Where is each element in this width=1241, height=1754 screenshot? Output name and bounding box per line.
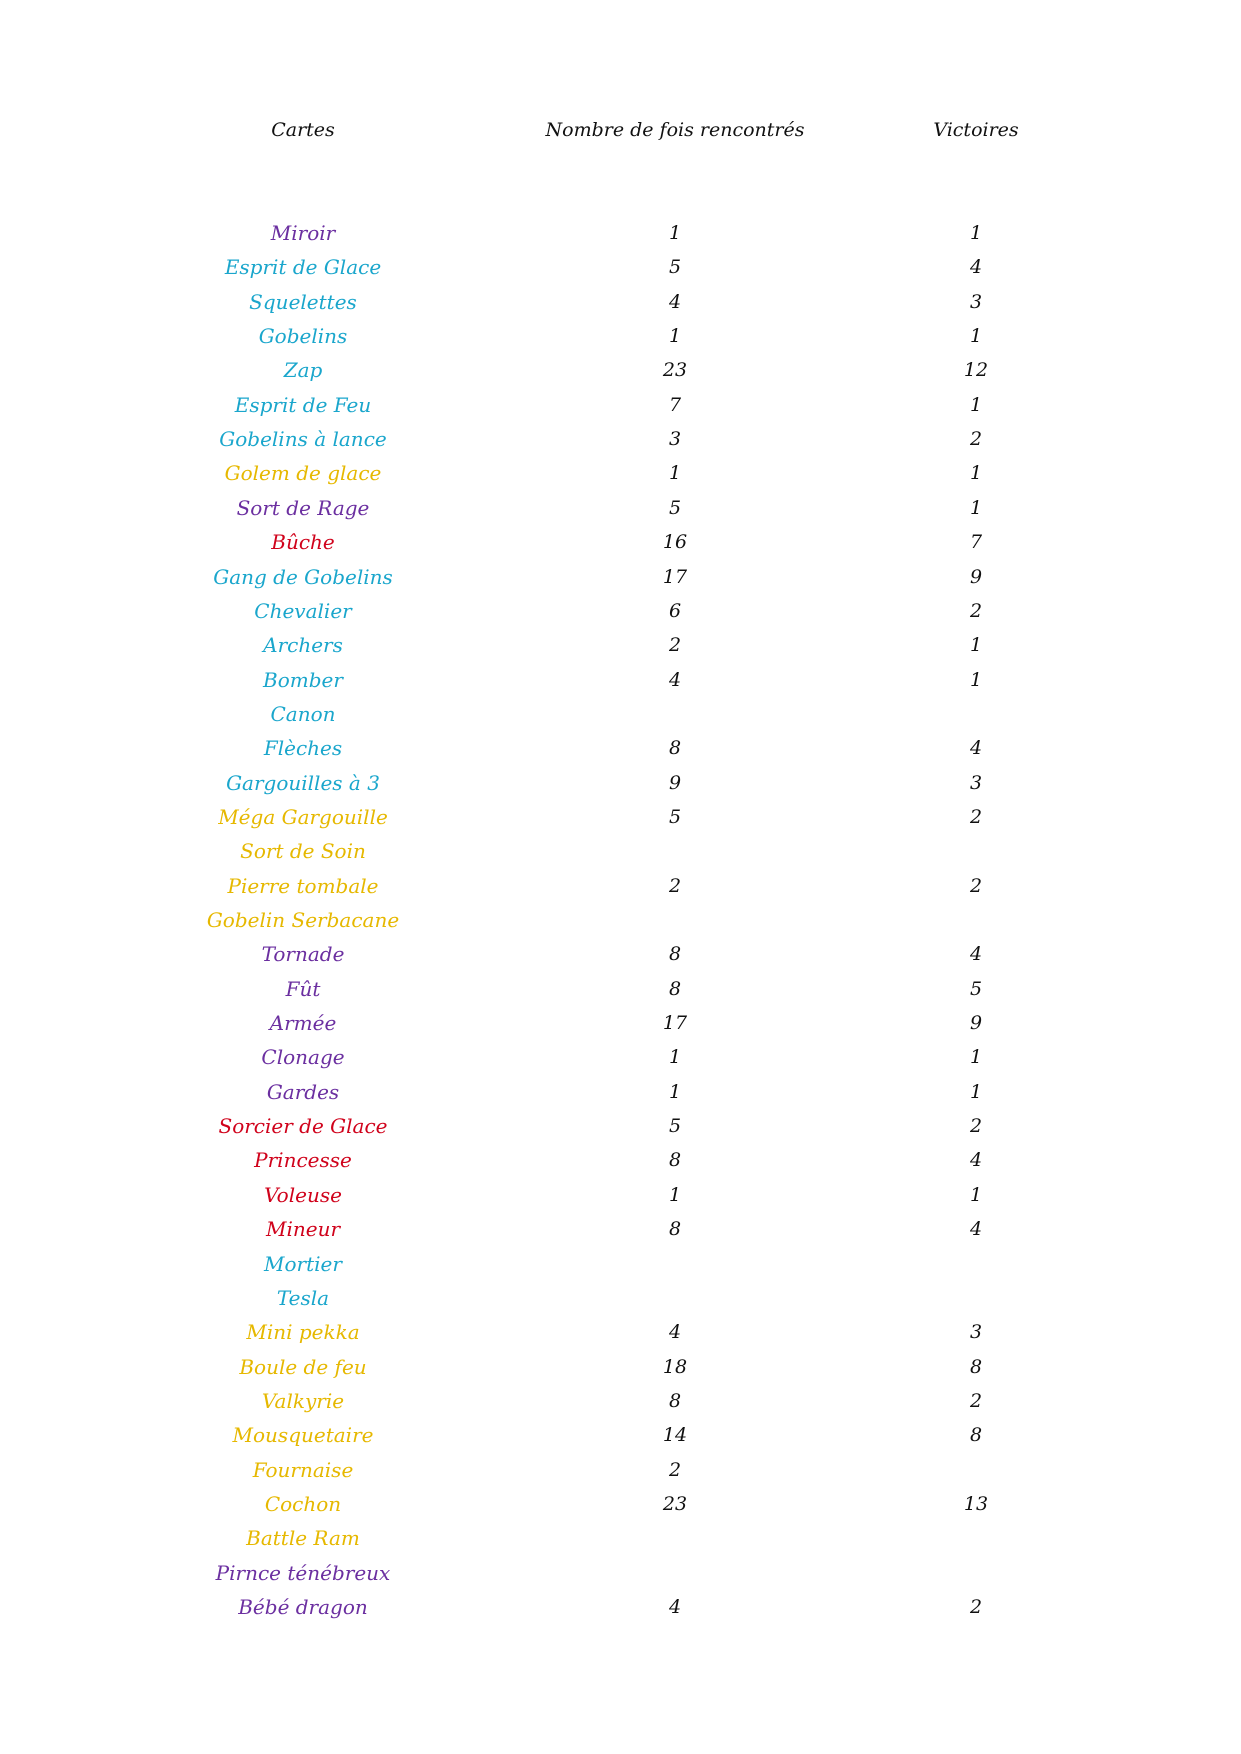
card-name: Gobelin Serbacane	[206, 908, 400, 932]
wins-count: 9	[969, 1012, 983, 1034]
card-name: Bébé dragon	[238, 1595, 368, 1619]
card-name: Pierre tombale	[227, 874, 379, 898]
encountered-count: 1	[668, 222, 682, 244]
encountered-count: 1	[668, 1081, 682, 1103]
encountered-count: 4	[668, 1321, 682, 1343]
header-encountered: Nombre de fois rencontrés	[545, 119, 805, 141]
card-name: Mortier	[264, 1252, 342, 1276]
wins-count: 3	[969, 772, 983, 794]
card-name: Pirnce ténébreux	[215, 1561, 391, 1585]
wins-count: 2	[969, 875, 983, 897]
wins-count: 2	[969, 1596, 983, 1618]
encountered-count: 5	[668, 497, 682, 519]
encountered-count: 14	[662, 1424, 688, 1446]
card-name: Esprit de Feu	[234, 393, 372, 417]
encountered-count: 23	[662, 1493, 688, 1515]
encountered-count: 4	[668, 1596, 682, 1618]
card-name: Armée	[269, 1011, 337, 1035]
encountered-count: 8	[668, 737, 682, 759]
wins-count: 1	[969, 394, 983, 416]
card-name: Miroir	[270, 221, 336, 245]
encountered-count: 1	[668, 1046, 682, 1068]
wins-count: 1	[969, 325, 983, 347]
card-name: Sorcier de Glace	[218, 1114, 388, 1138]
card-name: Sort de Rage	[236, 496, 370, 520]
card-name: Gang de Gobelins	[213, 565, 393, 589]
wins-count: 2	[969, 1115, 983, 1137]
wins-count: 2	[969, 600, 983, 622]
wins-count: 1	[969, 222, 983, 244]
encountered-count: 17	[662, 566, 688, 588]
card-name: Bûche	[271, 530, 335, 554]
header-cards: Cartes	[271, 119, 335, 141]
card-name: Gobelins à lance	[219, 427, 387, 451]
encountered-count: 3	[668, 428, 682, 450]
wins-count: 13	[963, 1493, 989, 1515]
card-name: Flèches	[263, 736, 343, 760]
wins-count: 3	[969, 1321, 983, 1343]
wins-count: 4	[969, 943, 983, 965]
encountered-count: 5	[668, 806, 682, 828]
encountered-count: 1	[668, 325, 682, 347]
card-name: Chevalier	[254, 599, 352, 623]
card-name: Archers	[263, 633, 343, 657]
wins-count: 3	[969, 291, 983, 313]
encountered-count: 4	[668, 291, 682, 313]
encountered-count: 6	[668, 600, 682, 622]
encountered-count: 16	[662, 531, 688, 553]
wins-count: 12	[963, 359, 989, 381]
encountered-count: 4	[668, 669, 682, 691]
card-name: Canon	[270, 702, 336, 726]
card-name: Squelettes	[249, 290, 357, 314]
wins-count: 4	[969, 737, 983, 759]
wins-count: 4	[969, 1218, 983, 1240]
card-name: Gargouilles à 3	[226, 771, 380, 795]
encountered-count: 2	[668, 1459, 682, 1481]
card-name: Gobelins	[258, 324, 348, 348]
card-name: Tornade	[261, 942, 345, 966]
encountered-count: 5	[668, 256, 682, 278]
wins-count: 2	[969, 806, 983, 828]
encountered-count: 18	[662, 1356, 688, 1378]
wins-count: 4	[969, 256, 983, 278]
card-name: Battle Ram	[246, 1526, 360, 1550]
card-name: Fournaise	[252, 1458, 354, 1482]
wins-count: 1	[969, 497, 983, 519]
card-name: Princesse	[254, 1148, 352, 1172]
header-wins: Victoires	[933, 119, 1019, 141]
card-name: Zap	[283, 358, 323, 382]
wins-count: 1	[969, 1081, 983, 1103]
wins-count: 5	[969, 978, 983, 1000]
card-name: Méga Gargouille	[218, 805, 388, 829]
wins-count: 9	[969, 566, 983, 588]
card-name: Sort de Soin	[240, 839, 366, 863]
wins-count: 2	[969, 1390, 983, 1412]
encountered-count: 8	[668, 1390, 682, 1412]
encountered-count: 8	[668, 943, 682, 965]
wins-count: 1	[969, 1046, 983, 1068]
encountered-count: 8	[668, 978, 682, 1000]
wins-count: 1	[969, 634, 983, 656]
card-name: Boule de feu	[239, 1355, 367, 1379]
encountered-count: 8	[668, 1218, 682, 1240]
encountered-count: 17	[662, 1012, 688, 1034]
encountered-count: 7	[668, 394, 682, 416]
encountered-count: 2	[668, 875, 682, 897]
encountered-count: 8	[668, 1149, 682, 1171]
encountered-count: 2	[668, 634, 682, 656]
wins-count: 1	[969, 462, 983, 484]
wins-count: 8	[969, 1424, 983, 1446]
card-name: Gardes	[266, 1080, 340, 1104]
card-name: Esprit de Glace	[224, 255, 382, 279]
card-name: Voleuse	[264, 1183, 342, 1207]
card-name: Clonage	[261, 1045, 345, 1069]
card-name: Fût	[285, 977, 321, 1001]
card-name: Golem de glace	[224, 461, 382, 485]
card-name: Valkyrie	[261, 1389, 345, 1413]
wins-count: 4	[969, 1149, 983, 1171]
wins-count: 8	[969, 1356, 983, 1378]
encountered-count: 1	[668, 1184, 682, 1206]
card-name: Cochon	[264, 1492, 342, 1516]
card-name: Bomber	[263, 668, 343, 692]
wins-count: 1	[969, 1184, 983, 1206]
wins-count: 7	[969, 531, 983, 553]
wins-count: 1	[969, 669, 983, 691]
wins-count: 2	[969, 428, 983, 450]
encountered-count: 1	[668, 462, 682, 484]
card-name: Mineur	[265, 1217, 341, 1241]
card-name: Mousquetaire	[232, 1423, 374, 1447]
card-name: Tesla	[276, 1286, 330, 1310]
encountered-count: 9	[668, 772, 682, 794]
card-name: Mini pekka	[246, 1320, 360, 1344]
encountered-count: 5	[668, 1115, 682, 1137]
encountered-count: 23	[662, 359, 688, 381]
